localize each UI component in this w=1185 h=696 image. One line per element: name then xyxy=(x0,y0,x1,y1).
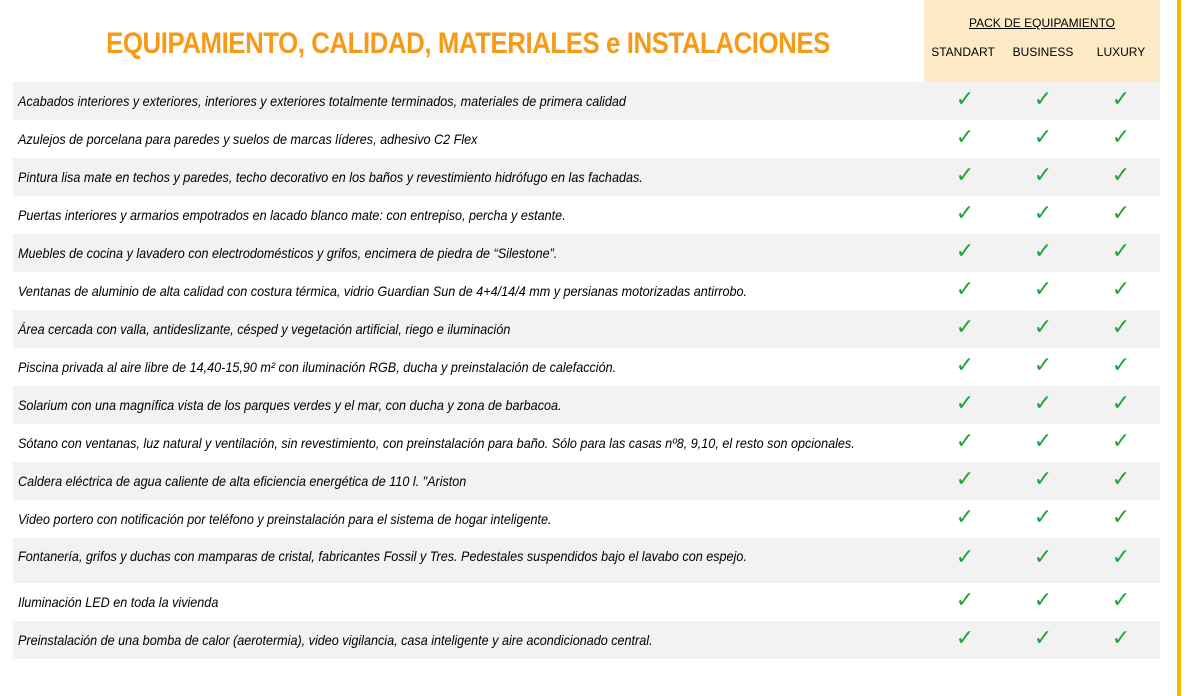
checkmark-icon: ✓ xyxy=(1033,163,1053,188)
checkmark-icon: ✓ xyxy=(955,163,975,188)
table-row xyxy=(13,82,1160,120)
checkmark-icon: ✓ xyxy=(955,201,975,226)
row-description: Área cercada con valla, antideslizante, césped y vegetación artificial, riego e iluminación xyxy=(18,321,511,337)
row-description: Puertas interiores y armarios empotrados en lacado blanco mate: con entrepiso, percha y estante. xyxy=(18,207,566,223)
column-header-standart: STANDART xyxy=(931,45,995,59)
checkmark-icon: ✓ xyxy=(1111,467,1131,492)
checkmark-icon: ✓ xyxy=(1111,315,1131,340)
checkmark-icon: ✓ xyxy=(1033,588,1053,613)
checkmark-icon: ✓ xyxy=(955,391,975,416)
table-row xyxy=(13,462,1160,500)
row-description: Iluminación LED en toda la vivienda xyxy=(18,594,219,610)
table-row xyxy=(13,272,1160,310)
pack-header xyxy=(924,0,1160,82)
checkmark-icon: ✓ xyxy=(955,429,975,454)
checkmark-icon: ✓ xyxy=(955,315,975,340)
row-description: Piscina privada al aire libre de 14,40-15,90 m² con iluminación RGB, ducha y preinstalación de calefacción. xyxy=(18,359,617,375)
checkmark-icon: ✓ xyxy=(1111,545,1131,570)
table-row xyxy=(13,538,1160,583)
checkmark-icon: ✓ xyxy=(1111,125,1131,150)
row-description: Muebles de cocina y lavadero con electrodomésticos y grifos, encimera de piedra de “Silestone”. xyxy=(18,245,558,261)
row-description: Solarium con una magnífica vista de los parques verdes y el mar, con ducha y zona de barbacoa. xyxy=(18,397,562,413)
table-row xyxy=(13,621,1160,659)
checkmark-icon: ✓ xyxy=(1111,588,1131,613)
column-header-business: BUSINESS xyxy=(1012,45,1074,59)
checkmark-icon: ✓ xyxy=(1111,391,1131,416)
checkmark-icon: ✓ xyxy=(1033,391,1053,416)
row-description: Sótano con ventanas, luz natural y ventilación, sin revestimiento, con preinstalación para baño. Sólo para las casas nº8, 9,10, el resto son opcionales. xyxy=(18,435,855,451)
checkmark-icon: ✓ xyxy=(955,626,975,651)
column-header-luxury: LUXURY xyxy=(1096,45,1146,59)
page-title: EQUIPAMIENTO, CALIDAD, MATERIALES e INSTALACIONES xyxy=(106,27,830,60)
checkmark-icon: ✓ xyxy=(1033,125,1053,150)
checkmark-icon: ✓ xyxy=(955,467,975,492)
checkmark-icon: ✓ xyxy=(1033,353,1053,378)
checkmark-icon: ✓ xyxy=(1111,277,1131,302)
row-description: Ventanas de aluminio de alta calidad con costura térmica, vidrio Guardian Sun de 4+4/14/4 mm y persianas motorizadas antirrobo. xyxy=(18,283,747,299)
row-description: Preinstalación de una bomba de calor (aerotermia), video vigilancia, casa inteligente y aire acondicionado central. xyxy=(18,632,653,648)
checkmark-icon: ✓ xyxy=(1111,505,1131,530)
checkmark-icon: ✓ xyxy=(955,239,975,264)
table-row xyxy=(13,120,1160,158)
checkmark-icon: ✓ xyxy=(955,545,975,570)
checkmark-icon: ✓ xyxy=(1033,545,1053,570)
row-description: Acabados interiores y exteriores, interiores y exteriores totalmente terminados, materiales de primera calidad xyxy=(18,93,626,109)
table-row xyxy=(13,583,1160,621)
table-row xyxy=(13,424,1160,462)
checkmark-icon: ✓ xyxy=(1033,277,1053,302)
checkmark-icon: ✓ xyxy=(1033,87,1053,112)
pack-title: PACK DE EQUIPAMIENTO xyxy=(968,16,1116,30)
table-row xyxy=(13,234,1160,272)
checkmark-icon: ✓ xyxy=(1033,467,1053,492)
row-description: Fontanería, grifos y duchas con mamparas de cristal, fabricantes Fossil y Tres. Pedestales suspendidos bajo el lavabo con espejo. xyxy=(18,548,747,564)
checkmark-icon: ✓ xyxy=(1033,315,1053,340)
table-row xyxy=(13,500,1160,538)
checkmark-icon: ✓ xyxy=(1111,239,1131,264)
row-description: Azulejos de porcelana para paredes y suelos de marcas líderes, adhesivo C2 Flex xyxy=(18,131,478,147)
checkmark-icon: ✓ xyxy=(955,87,975,112)
checkmark-icon: ✓ xyxy=(955,505,975,530)
row-description: Caldera eléctrica de agua caliente de alta eficiencia energética de 110 l. "Ariston xyxy=(18,473,467,489)
checkmark-icon: ✓ xyxy=(1111,429,1131,454)
checkmark-icon: ✓ xyxy=(1033,626,1053,651)
checkmark-icon: ✓ xyxy=(1033,505,1053,530)
checkmark-icon: ✓ xyxy=(955,125,975,150)
right-edge-bar xyxy=(1177,0,1181,696)
checkmark-icon: ✓ xyxy=(955,588,975,613)
table-row xyxy=(13,348,1160,386)
checkmark-icon: ✓ xyxy=(1111,163,1131,188)
checkmark-icon: ✓ xyxy=(1033,429,1053,454)
table-row xyxy=(13,386,1160,424)
checkmark-icon: ✓ xyxy=(955,277,975,302)
equipment-table xyxy=(13,82,1160,659)
table-row xyxy=(13,158,1160,196)
table-row xyxy=(13,196,1160,234)
checkmark-icon: ✓ xyxy=(1033,201,1053,226)
checkmark-icon: ✓ xyxy=(1111,626,1131,651)
row-description: Pintura lisa mate en techos y paredes, techo decorativo en los baños y revestimiento hidrófugo en las fachadas. xyxy=(18,169,643,185)
checkmark-icon: ✓ xyxy=(1111,201,1131,226)
checkmark-icon: ✓ xyxy=(1033,239,1053,264)
checkmark-icon: ✓ xyxy=(1111,353,1131,378)
table-row xyxy=(13,310,1160,348)
checkmark-icon: ✓ xyxy=(955,353,975,378)
checkmark-icon: ✓ xyxy=(1111,87,1131,112)
row-description: Video portero con notificación por teléfono y preinstalación para el sistema de hogar inteligente. xyxy=(18,511,552,527)
